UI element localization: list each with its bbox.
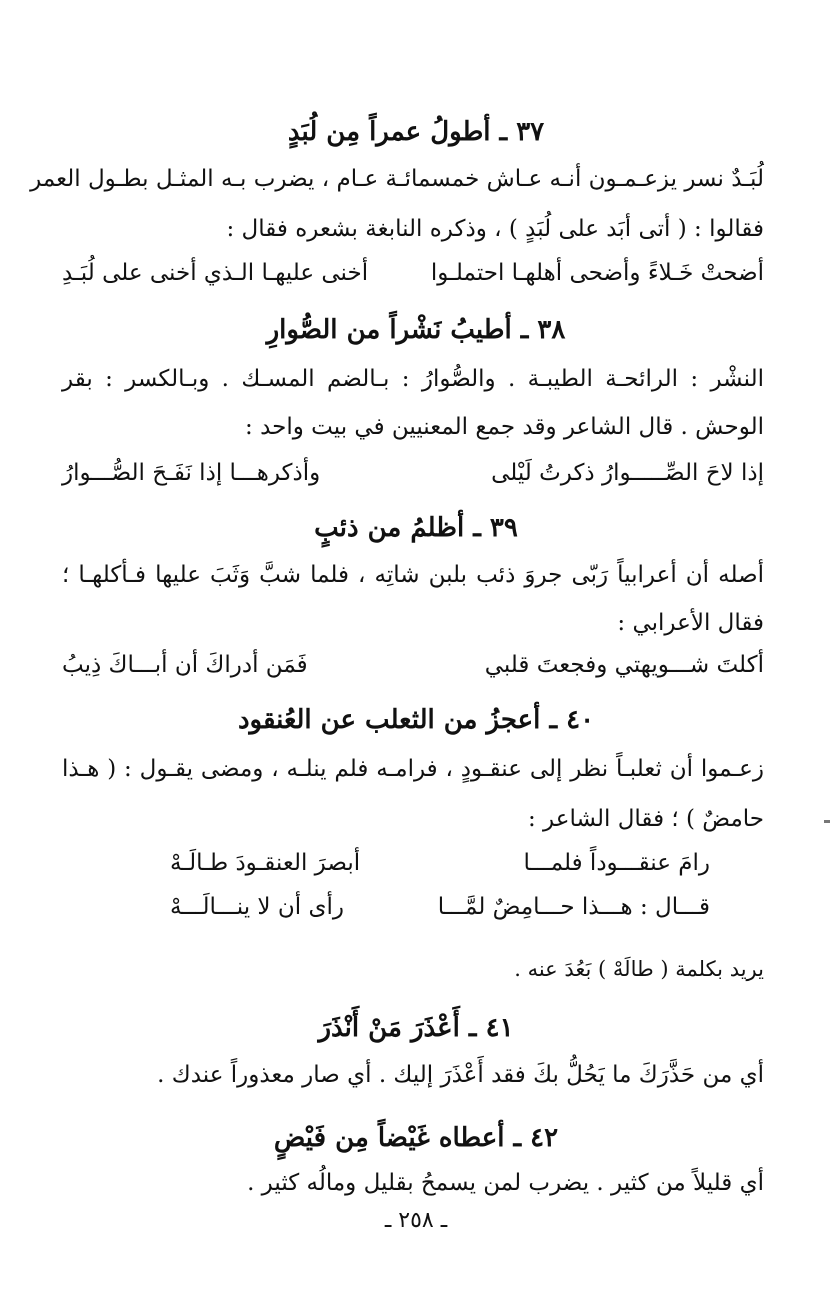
- verse-first-hemistich: أكلتَ شـــويهتي وفجعتَ قلبي: [484, 652, 764, 678]
- paragraph-line: فقالوا : ( أتى أبَد على لُبَدٍ ) ، وذكره النابغة بشعره فقال :: [226, 216, 764, 242]
- paragraph-line: أصله أن أعرابياً رَبّى جروَ ذئب بلبن شاتِه ، فلما شبَّ وَثَبَ عليها فـأكلهـا ؛: [62, 562, 764, 588]
- page-number: ـ ٢٥٨ ـ: [384, 1208, 448, 1233]
- verse-first-hemistich: إذا لاحَ الصِّـــــوارُ ذكرتُ لَيْلى: [491, 460, 764, 486]
- heading-41: ٤١ ـ أَعْذَرَ مَنْ أَنْذَرَ: [318, 1013, 514, 1043]
- verse-first-hemistich: رامَ عنقـــوداً فلمـــا: [523, 850, 710, 876]
- heading-37: ٣٧ ـ أطولُ عمراً مِن لُبَدٍ: [287, 117, 545, 147]
- verse-second-hemistich: أبصرَ العنقـودَ طـالَـهْ: [170, 850, 361, 876]
- paragraph-line: لُبَـدٌ نسر يزعـمـون أنـه عـاش خمسمائـة عـام ، يضرب بـه المثـل بطـول العمر: [30, 166, 764, 192]
- heading-40: ٤٠ ـ أعجزُ من الثعلب عن العُنقود: [237, 705, 595, 735]
- verse-first-hemistich: قـــال : هـــذا حـــامِضٌ لمَّـــا: [437, 894, 710, 920]
- explanation-line: يريد بكلمة ( طالَهْ ) بَعُدَ عنه .: [514, 957, 764, 981]
- verse-line: [62, 256, 764, 290]
- verse-second-hemistich: وأذكرهـــا إذا نَفَـحَ الصُّـــوارُ: [62, 460, 321, 486]
- heading-39: ٣٩ ـ أظلمُ من ذئبٍ: [314, 513, 518, 543]
- paragraph-line: زعـموا أن ثعلبـاً نظر إلى عنقـودٍ ، فرامـه فلم ينلـه ، ومضى يقـول : ( هـذا: [62, 756, 764, 782]
- heading-42: ٤٢ ـ أعطاه غَيْضاً مِن فَيْضٍ: [273, 1123, 559, 1153]
- paragraph-line: فقال الأعرابي :: [617, 610, 764, 636]
- verse-line: [62, 648, 764, 682]
- verse-line: [62, 456, 764, 490]
- verse-line: [170, 890, 710, 924]
- verse-second-hemistich: أخنى عليهـا الـذي أخنى على لُبَـدِ: [62, 260, 369, 286]
- heading-38: ٣٨ ـ أطيبُ نَشْراً من الصُّوارِ: [266, 315, 566, 345]
- paragraph-line: أي قليلاً من كثير . يضرب لمن يسمحُ بقليل ومالُه كثير .: [247, 1170, 764, 1196]
- paragraph-line: الوحش . قال الشاعر وقد جمع المعنيين في بيت واحد :: [245, 414, 764, 440]
- paragraph-line: النشْر : الرائحـة الطيبـة . والصُّوارُ : بـالضم المسـك . وبـالكسر : بقر: [62, 366, 764, 392]
- verse-first-hemistich: أضحتْ خَـلاءً وأضحى أهلهـا احتملـوا: [430, 260, 764, 286]
- margin-mark: [824, 820, 830, 823]
- verse-second-hemistich: رأى أن لا ينـــالَـــهْ: [170, 894, 344, 920]
- verse-second-hemistich: فَمَن أدراكَ أن أبـــاكَ ذِيبُ: [62, 652, 308, 678]
- paragraph-line: أي من حَذَّرَكَ ما يَحُلُّ بكَ فقد أَعْذَرَ إليك . أي صار معذوراً عندك .: [157, 1062, 764, 1088]
- paragraph-line: حامضٌ ) ؛ فقال الشاعر :: [528, 806, 764, 832]
- verse-line: [170, 846, 710, 880]
